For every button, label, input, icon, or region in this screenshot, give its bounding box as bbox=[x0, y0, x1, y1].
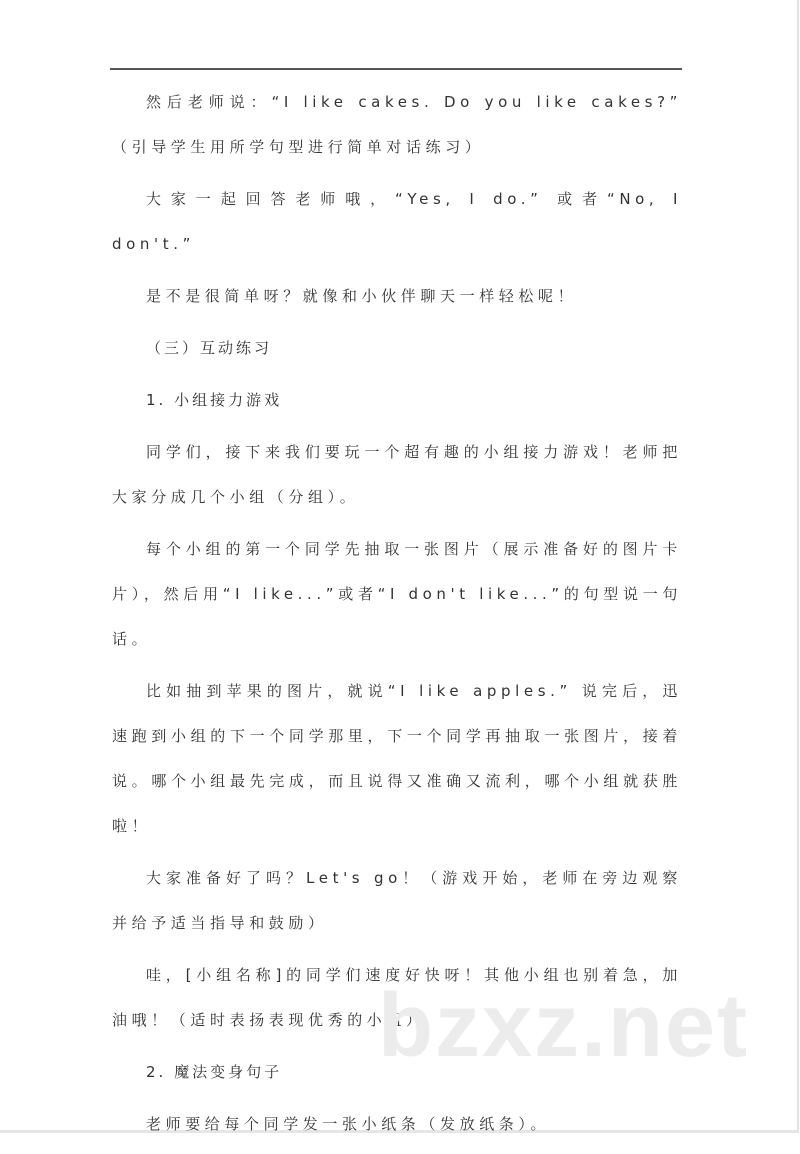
paragraph: 然后老师说：“I like cakes. Do you like cakes?” （引导学生用所学句型进行简单对话练习） bbox=[112, 93, 682, 156]
section-heading: （三）互动练习 bbox=[146, 339, 273, 357]
header-rule bbox=[110, 68, 682, 70]
watermark: bzxz.net bbox=[378, 976, 750, 1076]
paragraph: 大家一起回答老师哦，“Yes, I do.” 或者“No, I don't.” bbox=[112, 190, 682, 253]
paragraph: 大家准备好了吗？Let's go！（游戏开始，老师在旁边观察并给予适当指导和鼓励） bbox=[112, 869, 682, 932]
paragraph: 同学们，接下来我们要玩一个超有趣的小组接力游戏！老师把大家分成几个小组（分组）。 bbox=[112, 443, 682, 506]
paragraph: 哇，[小组名称]的同学们速度好快呀！其他小组也别着急，加油哦！（适时表扬表现优秀的小组） bbox=[112, 966, 682, 1029]
subsection-heading: 2. 魔法变身句子 bbox=[146, 1063, 283, 1081]
paragraph: 比如抽到苹果的图片，就说“I like apples.” 说完后，迅速跑到小组的下一个同学那里，下一个同学再抽取一张图片，接着说。哪个小组最先完成，而且说得又准确又流利，哪个小组就获胜啦！ bbox=[112, 682, 682, 835]
paragraph: 是不是很简单呀？就像和小伙伴聊天一样轻松呢！ bbox=[146, 287, 578, 305]
paragraph: 每个小组的第一个同学先抽取一张图片（展示准备好的图片卡片），然后用“I like...”或者“I don't like...”的句型说一句话。 bbox=[112, 540, 682, 648]
paragraph: 老师要给每个同学发一张小纸条（发放纸条）。 bbox=[146, 1115, 551, 1133]
subsection-heading: 1. 小组接力游戏 bbox=[146, 391, 283, 409]
